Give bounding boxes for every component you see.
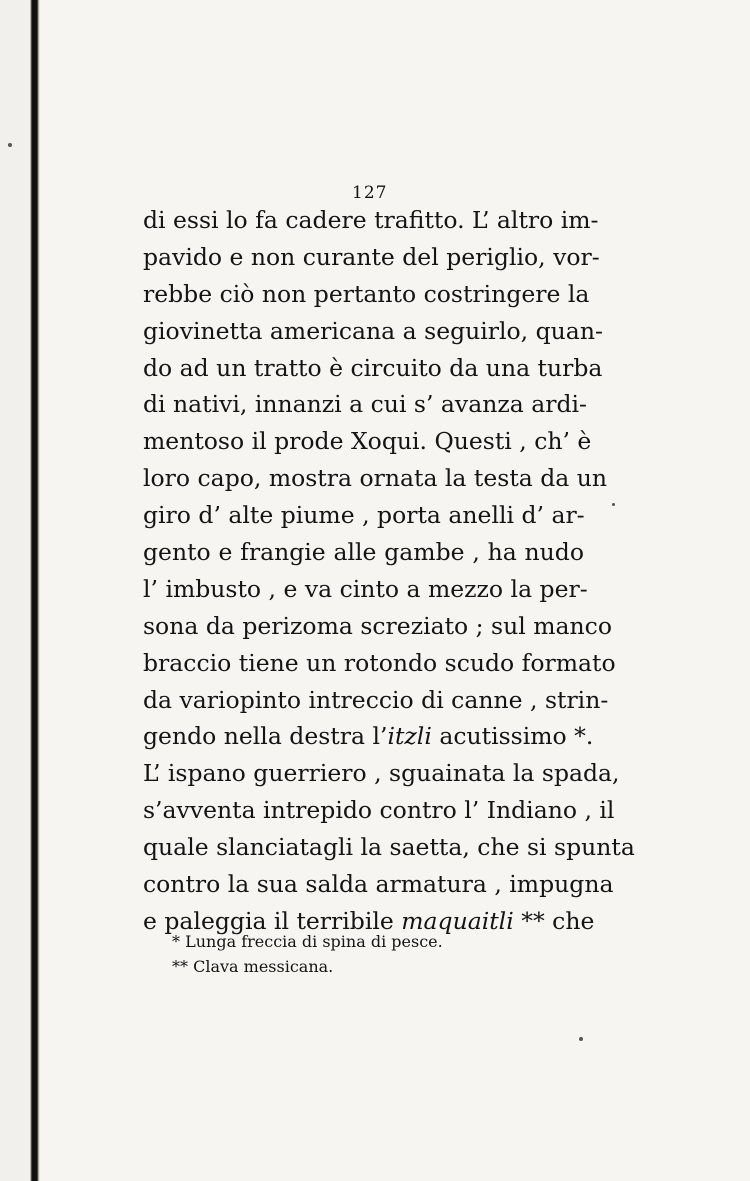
text-line: giovinetta americana a seguirlo, quan- — [143, 316, 603, 345]
page-number: 127 — [352, 183, 388, 203]
text-line: da variopinto intreccio di canne , strin- — [143, 685, 609, 714]
text-line: contro la sua salda armatura , impugna — [143, 870, 614, 899]
text-line: l’ imbusto , e va cinto a mezzo la per- — [143, 574, 588, 603]
text-line: do ad un tratto è circuito da una turba — [143, 353, 603, 382]
text-line: sona da perizoma screziato ; sul manco — [143, 611, 612, 640]
footnote-1: * Lunga freccia di spina di pesce. — [172, 932, 443, 951]
text-line: mentoso il prode Xoqui. Questi , ch’ è — [143, 427, 592, 456]
text-line: di essi lo fa cadere trafitto. L’ altro im- — [143, 206, 599, 234]
text-line: di nativi, innanzi a cui s’ avanza ardi- — [143, 390, 587, 419]
paper-speck — [579, 1037, 583, 1041]
text-line: s’avventa intrepido contro l’ Indiano , il — [143, 796, 615, 825]
footnotes — [172, 929, 492, 979]
text-line: quale slanciatagli la saetta, che si spunta — [143, 833, 635, 862]
paper-speck — [8, 143, 12, 147]
text-run: acutissimo *. — [431, 722, 594, 751]
footnote-2: ** Clava messicana. — [172, 957, 334, 976]
italic-term-maquaitli: maquaitli — [401, 906, 514, 935]
text-line: rebbe ciò non pertanto costringere la — [143, 279, 590, 308]
text-line: loro capo, mostra ornata la testa da un — [143, 464, 608, 493]
text-line: pavido e non curante del periglio, vor- — [143, 242, 600, 271]
book-spine-edge — [0, 0, 40, 1181]
text-line-with-italic — [143, 714, 594, 751]
text-run: gendo nella destra l’ — [143, 722, 388, 751]
paper-speck — [612, 503, 615, 506]
text-line: giro d’ alte piume , porta anelli d’ ar- — [143, 501, 585, 530]
text-line: braccio tiene un rotondo scudo formato — [143, 648, 616, 677]
text-line: L’ ispano guerriero , sguainata la spada, — [143, 759, 620, 788]
text-line: gento e frangie alle gambe , ha nudo — [143, 538, 584, 567]
text-run: ** che — [513, 906, 595, 935]
text-run: e paleggia il terribile — [143, 906, 402, 935]
italic-term-itzli: itzli — [387, 722, 432, 751]
body-text — [143, 198, 635, 936]
